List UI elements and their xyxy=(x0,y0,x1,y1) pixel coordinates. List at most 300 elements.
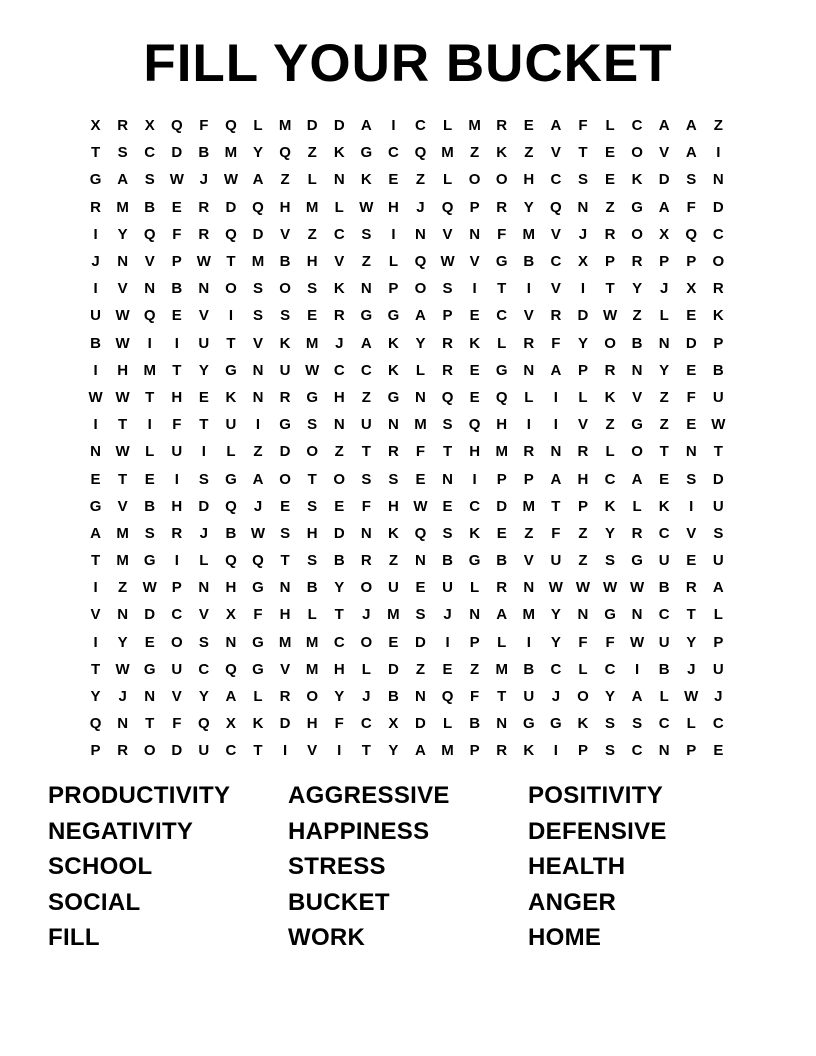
grid-letter: G xyxy=(387,388,400,406)
grid-row xyxy=(82,574,732,601)
grid-letter: P xyxy=(171,579,182,597)
grid-letter: P xyxy=(469,633,480,651)
grid-letter: S xyxy=(442,280,453,298)
grid-letter: G xyxy=(89,171,102,189)
grid-letter: Y xyxy=(253,144,264,162)
grid-letter: L xyxy=(361,660,371,678)
grid-letter: D xyxy=(225,198,237,216)
grid-letter: S xyxy=(253,307,264,325)
grid-letter: R xyxy=(577,443,589,461)
grid-letter: D xyxy=(171,144,183,162)
grid-letter: Y xyxy=(415,334,426,352)
grid-letter: E xyxy=(496,524,507,542)
word-column xyxy=(288,778,528,956)
grid-letter: A xyxy=(415,307,426,325)
grid-letter: A xyxy=(550,117,562,135)
grid-letter: J xyxy=(551,688,561,706)
grid-letter: S xyxy=(415,606,426,624)
grid-letter: O xyxy=(468,171,481,189)
grid-letter: L xyxy=(686,715,696,733)
grid-letter: W xyxy=(250,524,266,542)
grid-letter: I xyxy=(526,416,531,434)
grid-letter: H xyxy=(171,388,183,406)
grid-letter: F xyxy=(199,117,209,135)
grid-letter: M xyxy=(305,633,319,651)
grid-letter: Q xyxy=(225,552,237,570)
grid-letter: N xyxy=(360,524,372,542)
grid-letter: Z xyxy=(334,443,344,461)
grid-letter: X xyxy=(144,117,155,135)
grid-letter: Z xyxy=(632,307,642,325)
grid-letter: Q xyxy=(170,117,183,135)
word-list-item: STRESS xyxy=(288,853,386,880)
grid-letter: Z xyxy=(388,552,398,570)
grid-letter: A xyxy=(360,334,372,352)
grid-letter: F xyxy=(551,334,561,352)
word-list-item: POSITIVITY xyxy=(528,782,664,809)
grid-letter: S xyxy=(198,633,209,651)
grid-letter: L xyxy=(442,117,453,135)
grid-letter: O xyxy=(306,688,318,706)
grid-letter: Y xyxy=(388,742,399,760)
grid-letter: V xyxy=(442,225,453,243)
grid-letter: Y xyxy=(90,688,101,706)
grid-letter: N xyxy=(225,633,237,651)
grid-letter: Y xyxy=(550,633,561,651)
grid-letter: I xyxy=(283,742,288,760)
grid-letter: K xyxy=(631,171,643,189)
grid-letter: V xyxy=(198,307,209,325)
grid-letter: F xyxy=(551,524,561,542)
grid-letter: R xyxy=(117,742,129,760)
grid-letter: A xyxy=(360,117,372,135)
grid-letter: Q xyxy=(252,552,264,570)
grid-letter: S xyxy=(442,416,453,434)
grid-letter: E xyxy=(144,633,155,651)
grid-letter: N xyxy=(685,443,697,461)
grid-letter: G xyxy=(631,552,643,570)
grid-letter: A xyxy=(685,117,697,135)
grid-letter: I xyxy=(93,579,98,597)
grid-letter: Q xyxy=(279,144,291,162)
grid-row xyxy=(82,275,732,302)
word-list xyxy=(48,778,768,956)
grid-letter: U xyxy=(198,334,210,352)
grid-letter: F xyxy=(578,633,588,651)
grid-letter: A xyxy=(712,579,724,597)
grid-letter: B xyxy=(279,253,291,271)
grid-letter: J xyxy=(91,253,100,271)
grid-letter: T xyxy=(145,388,155,406)
grid-letter: F xyxy=(334,715,344,733)
grid-letter: L xyxy=(632,497,642,515)
grid-letter: S xyxy=(144,524,155,542)
grid-letter: C xyxy=(333,361,345,379)
grid-letter: I xyxy=(553,388,558,406)
grid-letter: G xyxy=(522,715,535,733)
grid-letter: I xyxy=(526,280,531,298)
grid-letter: S xyxy=(253,280,264,298)
grid-letter: I xyxy=(337,742,342,760)
grid-row xyxy=(82,112,732,139)
grid-letter: B xyxy=(387,688,399,706)
word-list-item: HAPPINESS xyxy=(288,817,430,845)
grid-letter: O xyxy=(333,470,346,488)
grid-letter: T xyxy=(145,715,155,733)
grid-letter: R xyxy=(117,117,129,135)
grid-letter: D xyxy=(279,443,291,461)
grid-letter: V xyxy=(198,606,209,624)
grid-letter: T xyxy=(253,742,263,760)
grid-letter: Z xyxy=(307,144,317,162)
grid-letter: K xyxy=(333,280,345,298)
grid-letter: R xyxy=(550,307,562,325)
grid-letter: U xyxy=(712,552,724,570)
grid-letter: N xyxy=(415,388,426,406)
grid-letter: K xyxy=(360,171,372,189)
grid-letter: I xyxy=(553,416,558,434)
grid-letter: I xyxy=(553,742,558,760)
grid-letter: G xyxy=(495,253,508,271)
grid-letter: S xyxy=(632,715,643,733)
grid-letter: Z xyxy=(713,117,723,135)
grid-letter: H xyxy=(387,497,399,515)
grid-letter: H xyxy=(333,388,345,406)
grid-letter: S xyxy=(280,307,291,325)
grid-letter: Z xyxy=(470,660,480,678)
grid-letter: T xyxy=(118,470,128,488)
grid-letter: Y xyxy=(659,361,670,379)
grid-letter: R xyxy=(685,579,697,597)
grid-letter: S xyxy=(307,280,318,298)
grid-letter: G xyxy=(550,715,562,733)
grid-letter: G xyxy=(495,361,508,379)
grid-letter: T xyxy=(497,280,507,298)
grid-letter: A xyxy=(117,171,129,189)
grid-letter: C xyxy=(360,361,372,379)
grid-letter: B xyxy=(523,660,535,678)
grid-letter: I xyxy=(472,470,477,488)
grid-letter: C xyxy=(604,470,616,488)
grid-letter: P xyxy=(469,742,480,760)
grid-row xyxy=(82,194,732,221)
grid-letter: S xyxy=(117,144,128,162)
grid-letter: V xyxy=(307,742,318,760)
grid-letter: U xyxy=(198,742,210,760)
grid-letter: V xyxy=(334,253,345,271)
grid-letter: C xyxy=(631,117,643,135)
grid-letter: L xyxy=(334,198,344,216)
grid-letter: K xyxy=(279,334,291,352)
grid-letter: Y xyxy=(605,524,616,542)
grid-letter: U xyxy=(171,660,183,678)
grid-row xyxy=(82,547,732,574)
grid-letter: B xyxy=(469,715,481,733)
grid-letter: K xyxy=(496,144,508,162)
grid-letter: X xyxy=(225,606,236,624)
grid-letter: M xyxy=(414,416,427,434)
grid-letter: V xyxy=(144,253,155,271)
grid-letter: O xyxy=(631,443,643,461)
grid-letter: F xyxy=(497,225,507,243)
grid-letter: A xyxy=(252,470,264,488)
grid-row xyxy=(82,438,732,465)
grid-letter: Z xyxy=(307,225,317,243)
grid-letter: F xyxy=(361,497,371,515)
grid-letter: C xyxy=(604,660,616,678)
grid-letter: A xyxy=(631,470,643,488)
grid-letter: D xyxy=(333,524,345,542)
word-list-item: WORK xyxy=(288,924,366,951)
grid-letter: V xyxy=(253,334,264,352)
grid-letter: Q xyxy=(441,198,454,216)
grid-letter: H xyxy=(225,579,237,597)
grid-letter: J xyxy=(253,497,263,515)
grid-letter: N xyxy=(333,171,345,189)
grid-letter: N xyxy=(496,715,508,733)
grid-letter: E xyxy=(713,742,724,760)
grid-letter: C xyxy=(658,715,670,733)
grid-letter: W xyxy=(142,579,157,597)
grid-letter: G xyxy=(252,660,264,678)
grid-letter: I xyxy=(445,633,450,651)
grid-letter: Q xyxy=(414,524,427,542)
grid-letter: P xyxy=(659,253,670,271)
grid-letter: N xyxy=(387,416,399,434)
grid-letter: L xyxy=(307,606,317,624)
grid-letter: U xyxy=(90,307,101,325)
grid-letter: Z xyxy=(605,416,615,434)
grid-letter: P xyxy=(442,307,453,325)
grid-letter: K xyxy=(577,715,589,733)
grid-letter: Z xyxy=(578,524,588,542)
grid-letter: N xyxy=(360,280,372,298)
word-list-item: BUCKET xyxy=(288,888,390,916)
grid-letter: V xyxy=(550,225,561,243)
grid-letter: R xyxy=(631,524,643,542)
grid-letter: Y xyxy=(577,334,588,352)
grid-letter: P xyxy=(388,280,399,298)
grid-letter: O xyxy=(577,688,589,706)
grid-letter: T xyxy=(334,606,344,624)
grid-letter: W xyxy=(115,388,130,406)
grid-letter: G xyxy=(225,470,237,488)
grid-letter: T xyxy=(605,280,615,298)
grid-letter: N xyxy=(117,715,129,733)
grid-letter: S xyxy=(605,742,616,760)
word-list-item: PRODUCTIVITY xyxy=(48,782,231,809)
grid-letter: Y xyxy=(686,633,697,651)
grid-letter: O xyxy=(279,280,291,298)
grid-letter: A xyxy=(496,606,508,624)
grid-letter: A xyxy=(658,117,670,135)
grid-letter: B xyxy=(496,552,508,570)
word-list-item: HOME xyxy=(528,924,602,951)
grid-letter: V xyxy=(171,688,182,706)
grid-letter: T xyxy=(659,443,669,461)
grid-letter: L xyxy=(253,688,263,706)
grid-letter: Q xyxy=(441,388,454,406)
grid-letter: R xyxy=(523,334,535,352)
grid-letter: E xyxy=(307,307,318,325)
word-column xyxy=(528,778,768,956)
grid-letter: W xyxy=(115,443,130,461)
grid-letter: K xyxy=(387,334,399,352)
grid-letter: V xyxy=(117,280,128,298)
grid-letter: B xyxy=(144,497,156,515)
grid-letter: Z xyxy=(524,144,534,162)
grid-letter: E xyxy=(686,361,697,379)
grid-letter: O xyxy=(360,579,373,597)
grid-letter: R xyxy=(198,198,210,216)
grid-letter: J xyxy=(335,334,344,352)
grid-letter: I xyxy=(689,497,694,515)
grid-letter: B xyxy=(658,660,670,678)
grid-letter: N xyxy=(279,579,291,597)
grid-letter: G xyxy=(252,633,264,651)
grid-letter: S xyxy=(361,470,372,488)
grid-letter: I xyxy=(391,225,396,243)
grid-letter: M xyxy=(116,552,129,570)
grid-letter: M xyxy=(278,633,292,651)
grid-letter: W xyxy=(630,633,645,651)
grid-letter: U xyxy=(658,552,670,570)
grid-letter: J xyxy=(199,524,209,542)
grid-letter: I xyxy=(147,416,152,434)
grid-letter: A xyxy=(225,688,237,706)
grid-letter: N xyxy=(333,416,345,434)
grid-letter: P xyxy=(171,253,182,271)
word-list-item: DEFENSIVE xyxy=(528,817,667,845)
grid-letter: U xyxy=(387,579,399,597)
grid-letter: U xyxy=(442,579,453,597)
grid-letter: K xyxy=(333,144,345,162)
grid-letter: R xyxy=(496,742,508,760)
grid-letter: L xyxy=(605,117,615,135)
grid-letter: F xyxy=(686,388,696,406)
grid-letter: D xyxy=(387,660,399,678)
grid-letter: I xyxy=(391,117,396,135)
grid-letter: G xyxy=(387,307,400,325)
grid-letter: E xyxy=(280,497,291,515)
grid-letter: R xyxy=(496,579,508,597)
grid-letter: A xyxy=(631,688,643,706)
grid-letter: E xyxy=(415,579,426,597)
grid-letter: P xyxy=(577,361,588,379)
grid-letter: W xyxy=(684,688,699,706)
grid-letter: J xyxy=(416,198,425,216)
grid-letter: L xyxy=(307,171,317,189)
grid-letter: P xyxy=(523,470,534,488)
word-list-item: SCHOOL xyxy=(48,853,153,880)
grid-letter: E xyxy=(686,552,697,570)
grid-letter: V xyxy=(280,225,291,243)
grid-letter: C xyxy=(469,497,481,515)
grid-letter: F xyxy=(172,416,182,434)
grid-letter: N xyxy=(144,280,156,298)
grid-letter: C xyxy=(496,307,508,325)
grid-letter: Y xyxy=(334,688,345,706)
grid-letter: S xyxy=(713,524,724,542)
grid-letter: B xyxy=(306,579,318,597)
grid-row xyxy=(82,493,732,520)
grid-letter: L xyxy=(497,633,507,651)
grid-letter: Q xyxy=(495,388,508,406)
grid-letter: M xyxy=(495,443,508,461)
grid-letter: N xyxy=(577,198,589,216)
grid-letter: M xyxy=(305,660,319,678)
grid-letter: U xyxy=(550,552,562,570)
grid-letter: D xyxy=(577,307,589,325)
grid-letter: U xyxy=(658,633,670,651)
grid-letter: S xyxy=(280,524,291,542)
grid-letter: H xyxy=(117,361,129,379)
grid-letter: J xyxy=(660,280,669,298)
grid-letter: T xyxy=(90,660,101,678)
grid-letter: L xyxy=(415,361,426,379)
grid-letter: E xyxy=(171,307,182,325)
grid-letter: M xyxy=(305,198,319,216)
grid-letter: O xyxy=(631,225,643,243)
grid-letter: U xyxy=(712,388,724,406)
grid-letter: I xyxy=(255,416,261,434)
grid-letter: W xyxy=(115,307,130,325)
grid-letter: H xyxy=(333,660,345,678)
grid-letter: O xyxy=(279,470,291,488)
grid-letter: L xyxy=(524,388,534,406)
grid-letter: E xyxy=(171,198,182,216)
grid-letter: M xyxy=(522,497,536,515)
grid-letter: P xyxy=(577,497,588,515)
grid-letter: W xyxy=(115,334,130,352)
grid-letter: C xyxy=(550,660,562,678)
grid-letter: N xyxy=(415,552,426,570)
grid-letter: L xyxy=(145,443,155,461)
grid-letter: U xyxy=(712,497,724,515)
grid-letter: L xyxy=(578,388,588,406)
grid-letter: A xyxy=(658,198,670,216)
letter-grid xyxy=(82,112,732,765)
grid-letter: G xyxy=(360,144,373,162)
grid-letter: H xyxy=(387,198,399,216)
grid-letter: E xyxy=(442,497,453,515)
grid-letter: T xyxy=(442,443,453,461)
grid-letter: G xyxy=(306,388,318,406)
grid-letter: H xyxy=(577,470,589,488)
grid-letter: W xyxy=(305,361,320,379)
grid-letter: N xyxy=(577,606,589,624)
grid-letter: I xyxy=(93,361,98,379)
grid-row xyxy=(82,520,732,547)
grid-row xyxy=(82,248,732,275)
grid-letter: W xyxy=(88,388,103,406)
grid-letter: K xyxy=(469,524,481,542)
grid-letter: N xyxy=(415,688,426,706)
grid-letter: R xyxy=(712,280,724,298)
grid-letter: L xyxy=(470,579,480,597)
grid-letter: A xyxy=(415,742,426,760)
grid-letter: P xyxy=(496,470,507,488)
grid-letter: G xyxy=(360,307,373,325)
grid-letter: J xyxy=(199,171,209,189)
grid-letter: T xyxy=(199,416,209,434)
grid-letter: L xyxy=(659,307,669,325)
grid-letter: T xyxy=(551,497,561,515)
grid-letter: M xyxy=(441,144,454,162)
grid-letter: Z xyxy=(253,443,263,461)
grid-letter: M xyxy=(441,742,454,760)
grid-letter: A xyxy=(685,144,697,162)
